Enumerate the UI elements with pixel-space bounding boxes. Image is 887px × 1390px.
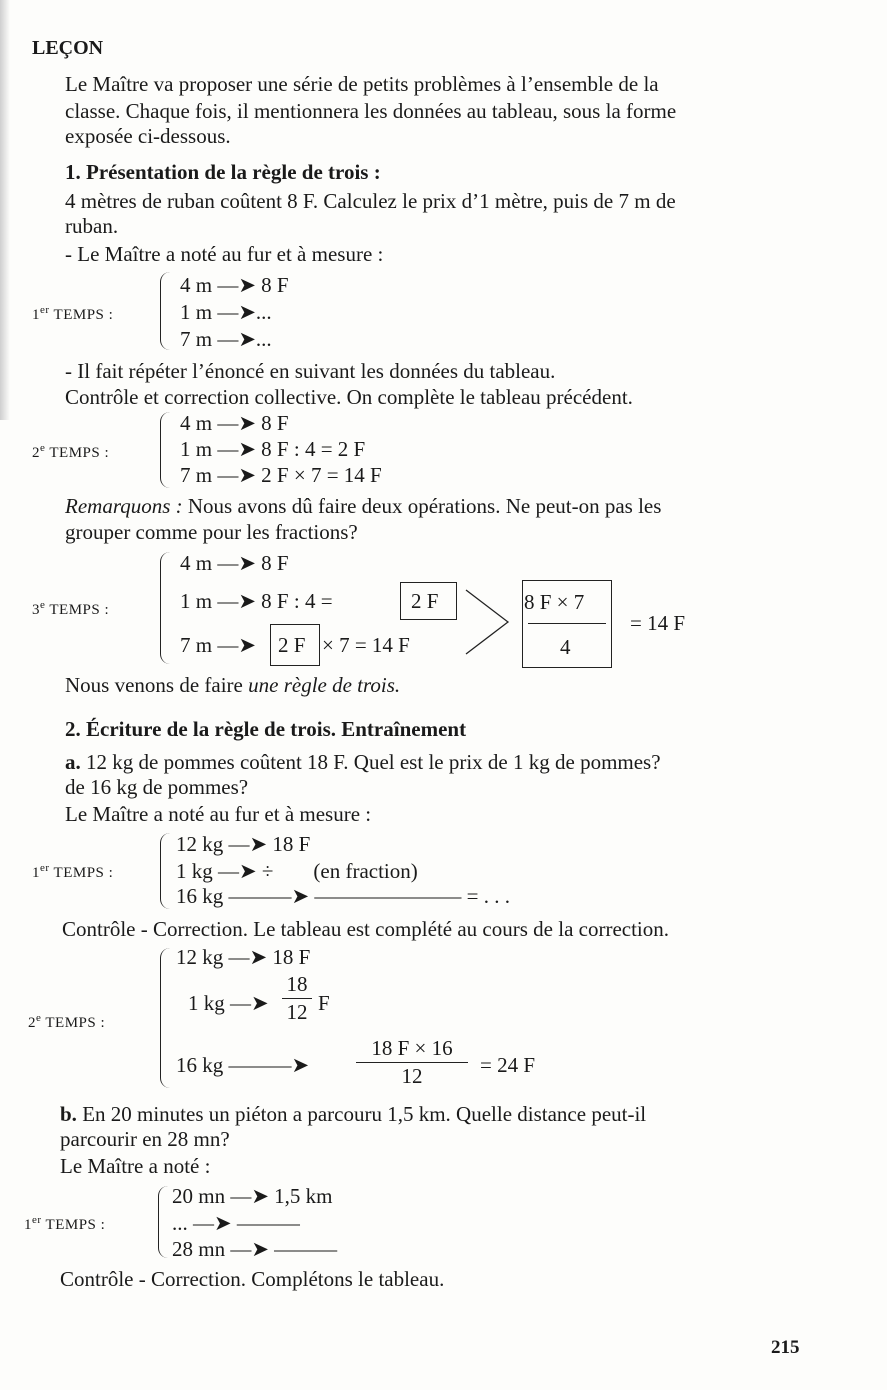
lesson-heading: LEÇON: [32, 37, 104, 59]
s2-t2-brace: [160, 948, 171, 1088]
intro-line-1: Le Maître va proposer une série de petits problèmes à l’ensemble de la: [65, 72, 659, 96]
s2-t2-result: = 24 F: [480, 1053, 536, 1077]
s2-b-line-2: parcourir en 28 mn?: [60, 1127, 230, 1151]
s1-t1-brace: [160, 272, 171, 350]
s1-t3-merge-arrow: [462, 580, 522, 660]
s2-t2-line-1: 12 kg —➤ 18 F: [176, 945, 311, 969]
s1-t2-line-3: 7 m —➤ 2 F × 7 = 14 F: [180, 463, 382, 487]
intro-line-3: exposée ci-dessous.: [65, 124, 231, 148]
page-number: 215: [771, 1337, 800, 1358]
s1-t2-line-1: 4 m —➤ 8 F: [180, 411, 289, 435]
s1-problem-1: 4 mètres de ruban coûtent 8 F. Calculez le prix d’1 mètre, puis de 7 m de: [65, 189, 676, 213]
section-1-title: 1. Présentation de la règle de trois :: [65, 160, 381, 184]
s2-b-line-1: b. En 20 minutes un piéton a parcouru 1,5 km. Quelle distance peut-il: [60, 1102, 647, 1126]
s2-control: Contrôle - Correction. Le tableau est complété au cours de la correction.: [62, 917, 670, 941]
s1-mid-2: Contrôle et correction collective. On complète le tableau précédent.: [65, 385, 633, 409]
s1-t2-line-2: 1 m —➤ 8 F : 4 = 2 F: [180, 437, 366, 461]
s2-a-note: Le Maître a noté au fur et à mesure :: [65, 802, 372, 826]
intro-line-2: classe. Chaque fois, il mentionnera les données au tableau, sous la forme: [65, 99, 677, 123]
s2-t2-line-2: 1 kg —➤: [188, 991, 269, 1015]
s2-t2-label: 2e TEMPS :: [28, 1012, 106, 1031]
s1-t1-line-3: 7 m —➤...: [180, 327, 272, 351]
s2-final: Contrôle - Correction. Complétons le tableau.: [60, 1267, 445, 1291]
s1-mid-1: - Il fait répéter l’énoncé en suivant les données du tableau.: [65, 359, 556, 383]
s2-t2-line-3: 16 kg ———➤: [176, 1053, 310, 1077]
s2-t3-line-1: 20 mn —➤ 1,5 km: [172, 1184, 333, 1208]
s2-t1-brace: [160, 833, 171, 909]
s2-t1-line-3: 16 kg ———➤ ——————— = . . .: [176, 884, 510, 908]
s1-t3-line-3a: 7 m —➤: [180, 633, 256, 657]
s1-t3-denominator: 4: [560, 635, 571, 659]
s1-conclusion: Nous venons de faire une règle de trois.: [65, 673, 401, 697]
s1-t3-line-1: 4 m —➤ 8 F: [180, 551, 289, 575]
s1-t3-label: 3e TEMPS :: [32, 599, 110, 618]
s1-note: - Le Maître a noté au fur et à mesure :: [65, 242, 384, 266]
s2-t1-label: 1er TEMPS :: [32, 862, 114, 881]
s1-t2-label: 2e TEMPS :: [32, 442, 110, 461]
s1-t1-line-1: 4 m —➤ 8 F: [180, 273, 289, 297]
s1-t3-result: = 14 F: [630, 611, 686, 635]
s1-t3-box-1-text: 2 F: [411, 589, 439, 613]
s1-t3-numerator: 8 F × 7: [524, 590, 585, 614]
s1-t3-line-2: 1 m —➤ 8 F : 4 =: [180, 589, 333, 613]
s2-t2-fraction-1: 18 12: [282, 974, 312, 1023]
s2-t3-label: 1er TEMPS :: [24, 1214, 106, 1233]
s1-t3-brace: [160, 552, 171, 664]
s1-t3-fraction-bar: [528, 623, 606, 624]
s2-t2-fraction-2: 18 F × 16 12: [356, 1038, 468, 1087]
s1-t1-line-2: 1 m —➤...: [180, 300, 272, 324]
s2-b-note: Le Maître a noté :: [60, 1154, 211, 1178]
s2-t1-line-1: 12 kg —➤ 18 F: [176, 832, 311, 856]
s1-t1-label: 1er TEMPS :: [32, 304, 114, 323]
s2-a-line-2: de 16 kg de pommes?: [65, 775, 249, 799]
s1-remark-2: grouper comme pour les fractions?: [65, 520, 358, 544]
s2-t2-fraction-1-unit: F: [318, 991, 330, 1015]
s1-t3-box-2-text: 2 F: [278, 633, 306, 657]
section-2-title: 2. Écriture de la règle de trois. Entraînement: [65, 717, 467, 741]
s2-t3-line-2: ... —➤ ———: [172, 1211, 300, 1235]
s1-remark: Remarquons : Nous avons dû faire deux opérations. Ne peut-on pas les: [65, 494, 662, 518]
s1-problem-2: ruban.: [65, 214, 119, 238]
page-edge-shadow: [0, 0, 10, 420]
s2-t1-line-2: 1 kg —➤ ÷ (en fraction): [176, 859, 418, 883]
s2-a-line-1: a. 12 kg de pommes coûtent 18 F. Quel est le prix de 1 kg de pommes?: [65, 750, 661, 774]
s1-t3-line-3b: × 7 = 14 F: [322, 633, 410, 657]
s2-t3-line-3: 28 mn —➤ ———: [172, 1237, 338, 1261]
s2-t3-brace: [158, 1186, 169, 1258]
s1-t2-brace: [160, 412, 171, 488]
